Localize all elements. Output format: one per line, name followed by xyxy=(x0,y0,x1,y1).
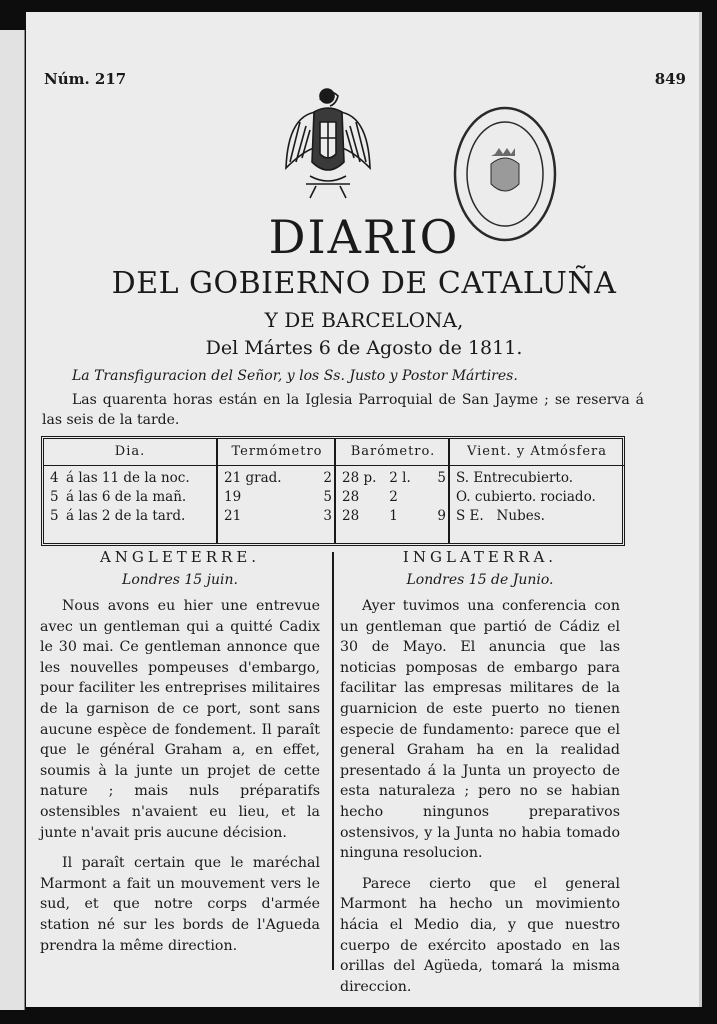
weather-header-thermometer: Termómetro xyxy=(218,439,336,466)
right-article-place: Londres 15 de Junio. xyxy=(406,572,554,588)
forty-hours-notice: Las quarenta horas están en la Iglesia Parroquial de San Jayme ; se reserva á las seis de la tarde. xyxy=(42,392,644,428)
weather-table xyxy=(41,436,625,546)
table-row: 4 á las 11 de la noc. xyxy=(50,470,190,486)
newspaper-page xyxy=(26,12,702,1007)
right-article-paragraph: Ayer tuvimos una conferencia con un gentleman que partió de Cádiz el 30 de Mayo. El anuncia que las noticias pomposas de embargo para facilitar las empresas militares de la guarnicion de este puerto no tienen especie de fundamento: parece que el general Graham ha en la realidad presentado á la Junta un proyecto de esta naturaleza ; pero no se habian hecho ningunos preparativos ostensivos, y la Junta no habia tomado ninguna resolucion. xyxy=(340,598,620,862)
masthead-title: DIARIO xyxy=(268,210,460,264)
left-article-heading: ANGLETERRE. xyxy=(99,548,261,566)
right-article-body xyxy=(340,596,620,997)
left-article-place: Londres 15 juin. xyxy=(122,572,238,588)
left-article-paragraph: Nous avons eu hier une entrevue avec un gentleman qui a quitté Cadix le 30 mai. Ce gentleman annonce que les nouvelles pompeuses d'embargo, pour faciliter les entreprises militaires de la garnison de ce port, sont sans aucune espèce de fondement. Il paraît que le général Graham a, en effet, soumis à la junte un projet de cette nature ; mais nuls préparatifs ostensibles n'avaient eu lieu, et la junte n'avait pris aucune décision. xyxy=(40,598,320,841)
table-row: 21 grad. 2 xyxy=(224,470,332,486)
left-article-paragraph: Il paraît certain que le maréchal Marmont a fait un mouvement vers le sud, et que notre corps d'armée station né sur les bords de l'Agueda prendra la même direction. xyxy=(40,855,320,954)
column-divider xyxy=(332,552,334,970)
table-row: 5 á las 2 de la tard. xyxy=(50,508,186,524)
feast-day-line: La Transfiguracion del Señor, y los Ss. Justo y Postor Mártires. xyxy=(72,368,518,384)
weather-col-day xyxy=(44,439,216,543)
masthead-subtitle: DEL GOBIERNO DE CATALUÑA xyxy=(111,266,617,301)
right-article-heading: INGLATERRA. xyxy=(402,548,558,566)
weather-header-barometer: Barómetro. xyxy=(336,439,450,466)
issue-number: Núm. 217 xyxy=(44,70,127,88)
weather-col-thermometer xyxy=(216,439,336,543)
right-article-paragraph: Parece cierto que el general Marmont ha hecho un movimiento hácia el Medio dia, y que nuestro cuerpo de exército apostado en las orillas del Agüeda, tomará la misma direccion. xyxy=(340,875,620,995)
issue-date: Del Mártes 6 de Agosto de 1811. xyxy=(205,337,523,359)
table-row: 5 á las 6 de la mañ. xyxy=(50,489,187,505)
weather-col-barometer xyxy=(334,439,450,543)
page-number: 849 xyxy=(654,70,686,88)
right-article xyxy=(340,548,620,997)
table-row: 19 5 xyxy=(224,489,332,505)
table-row: 28 2 xyxy=(342,489,398,505)
masthead-subtitle-city: Y DE BARCELONA, xyxy=(264,308,464,332)
table-row: S. Entrecubierto. xyxy=(456,470,574,486)
table-row: S E. Nubes. xyxy=(456,508,545,524)
facing-page-edge xyxy=(0,30,25,1010)
imperial-eagle-icon xyxy=(280,82,376,206)
left-article-body xyxy=(40,596,320,956)
weather-header-day: Dia. xyxy=(44,439,216,466)
table-row: O. cubierto. rociado. xyxy=(456,489,596,505)
weather-col-wind xyxy=(448,439,624,543)
table-row: 21 3 xyxy=(224,508,332,524)
table-row: 28 p. 2 l. 5 xyxy=(342,470,446,486)
table-row: 28 1 9 xyxy=(342,508,446,524)
weather-header-wind: Vient. y Atmósfera xyxy=(450,439,624,466)
left-article xyxy=(40,548,320,956)
